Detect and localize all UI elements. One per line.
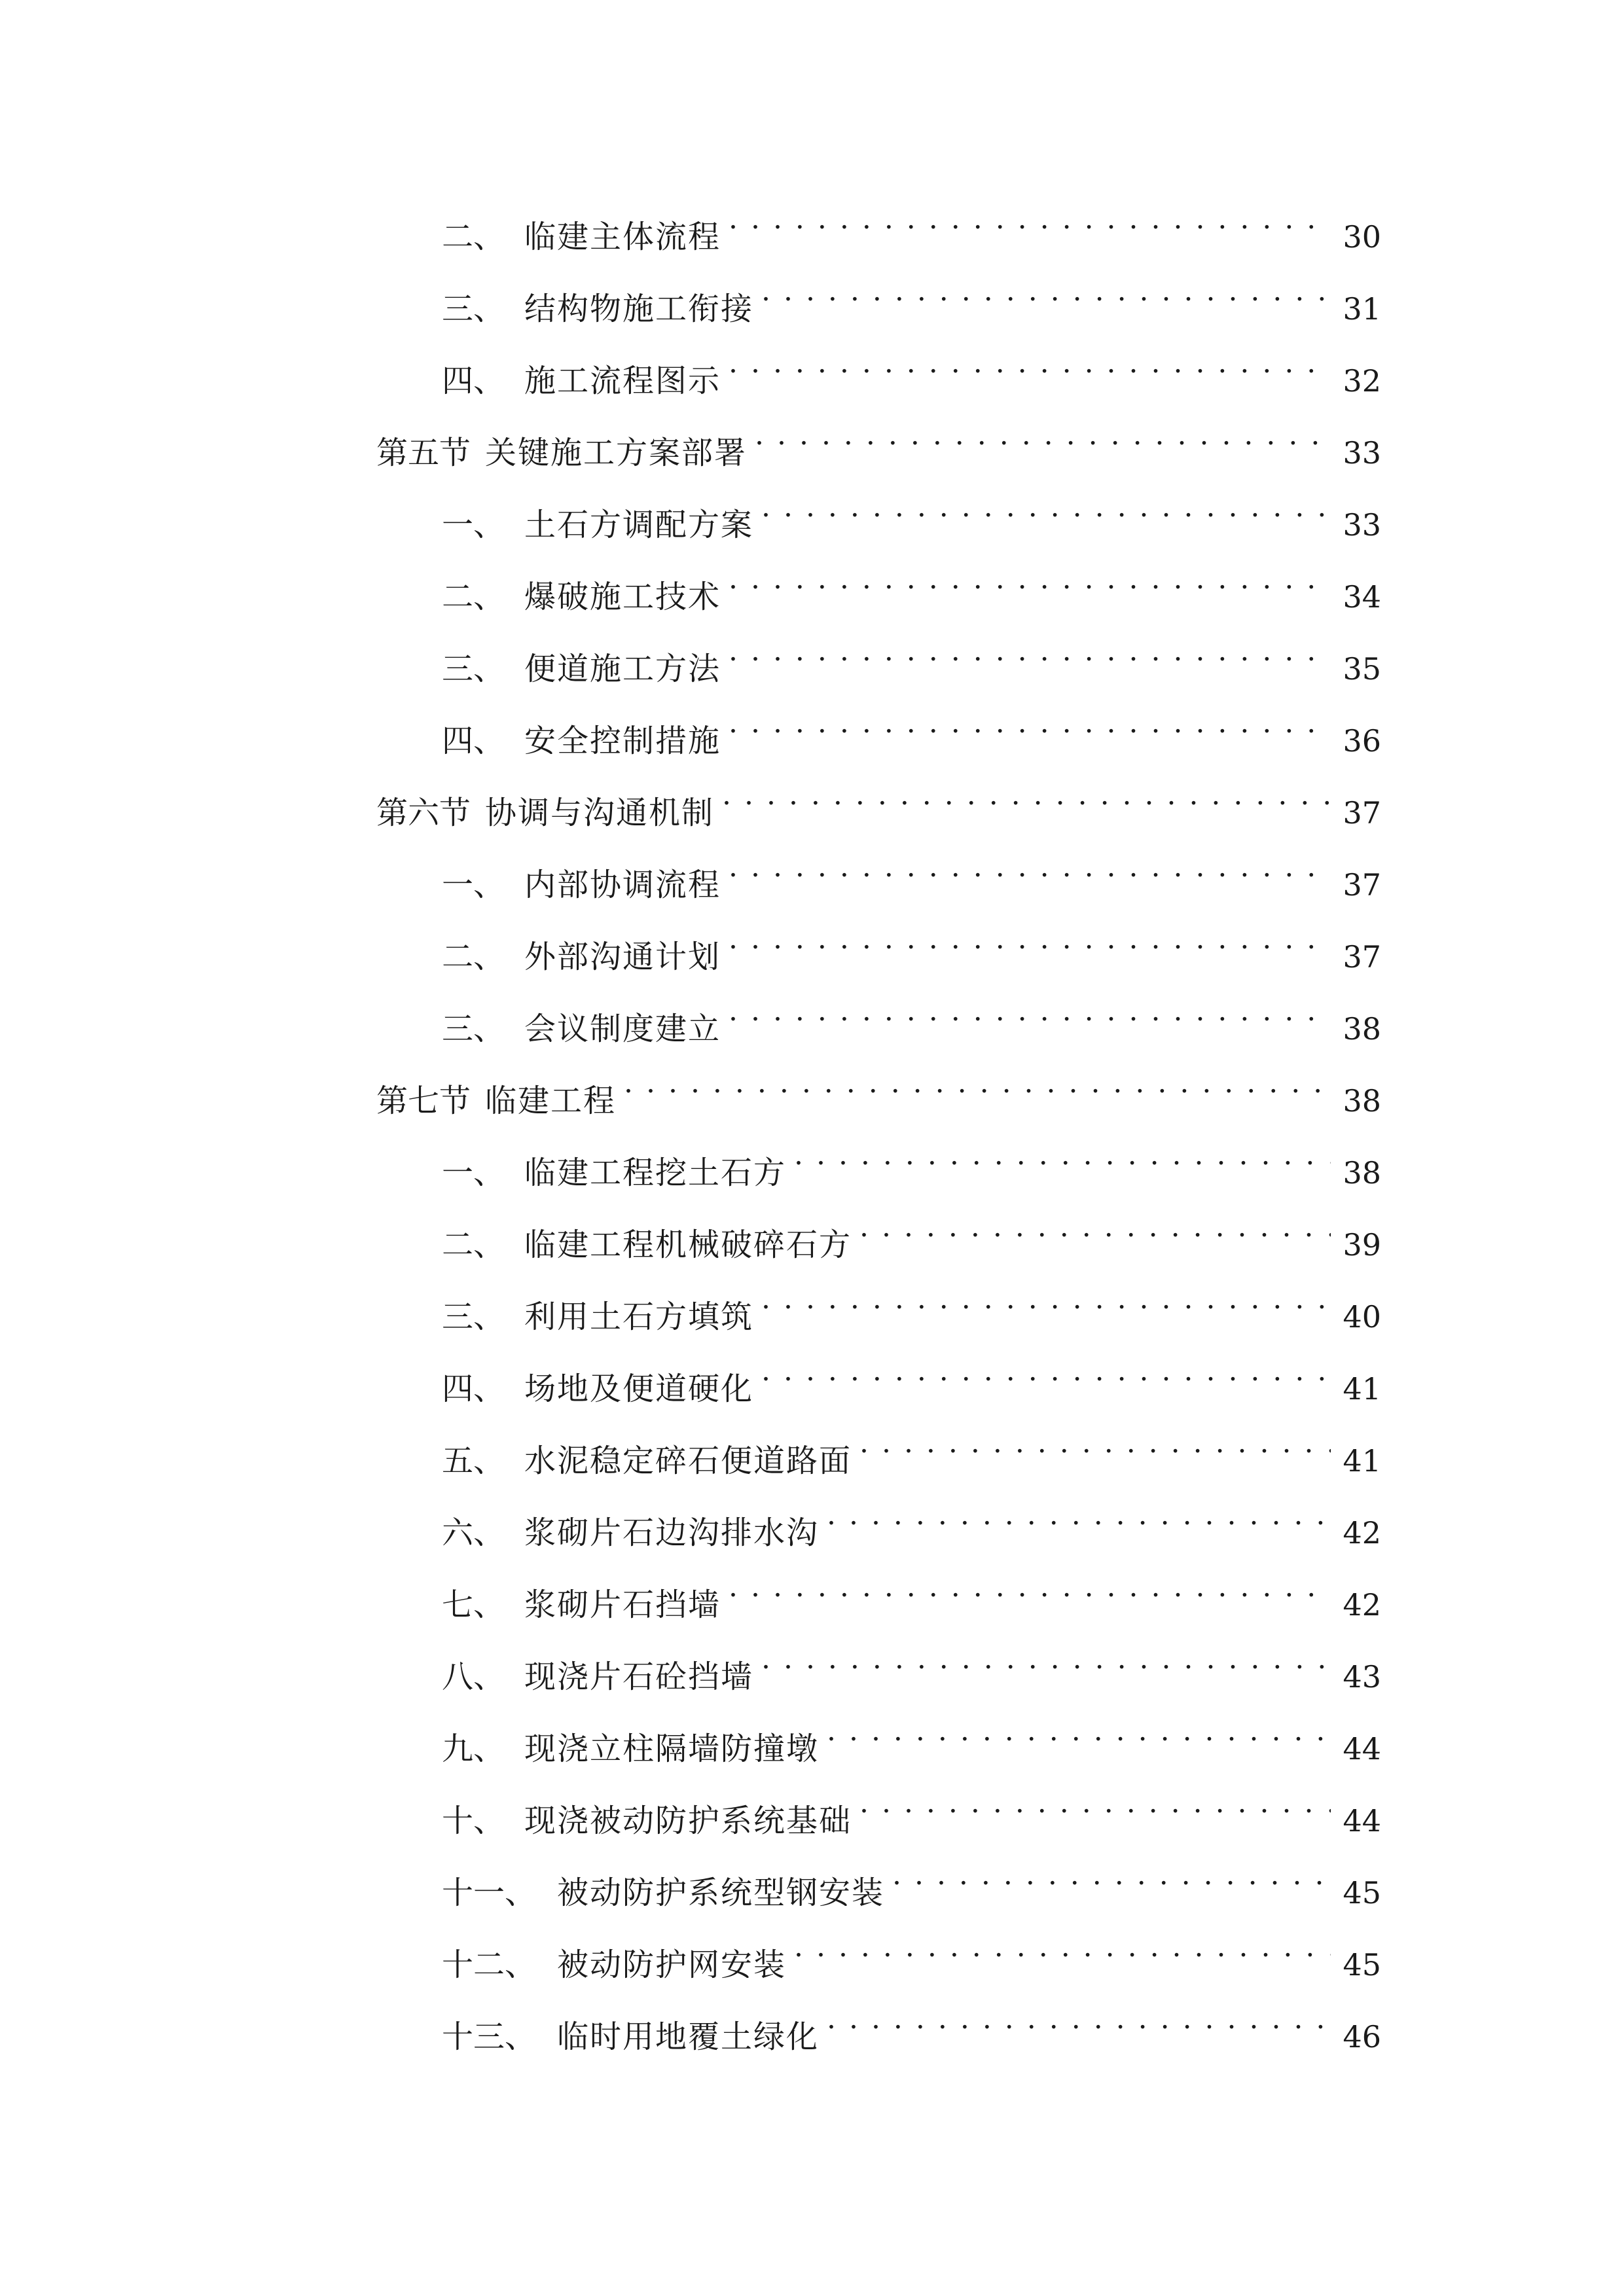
toc-entry-title: 土石方调配方案 <box>524 507 754 543</box>
toc-entry[interactable] <box>376 1487 1381 1559</box>
toc-entry-page: 42 <box>1343 1587 1381 1623</box>
toc-entry[interactable] <box>376 1703 1381 1775</box>
dot-leader <box>761 1631 1331 1687</box>
dot-leader <box>794 1919 1331 1975</box>
toc-entry-number: 一、 <box>442 867 505 903</box>
toc-entry[interactable] <box>376 623 1381 695</box>
toc-entry-title: 施工流程图示 <box>524 363 721 399</box>
toc-entry-page: 35 <box>1343 651 1381 687</box>
toc-entry-title: 便道施工方法 <box>524 651 721 687</box>
toc-entry-title: 临建工程 <box>485 1083 617 1119</box>
toc-entry-page: 46 <box>1343 2019 1381 2054</box>
toc-entry-page: 45 <box>1343 1875 1381 1910</box>
dot-leader <box>761 1343 1331 1399</box>
toc-entry-page: 44 <box>1343 1731 1381 1767</box>
dot-leader <box>827 1487 1331 1543</box>
dot-leader <box>892 1847 1331 1903</box>
toc-entry-number: 五、 <box>442 1443 505 1479</box>
toc-entry-title: 临建主体流程 <box>524 219 721 255</box>
toc-entry-page: 40 <box>1343 1299 1381 1335</box>
toc-entry-title: 水泥稳定碎石便道路面 <box>524 1443 852 1479</box>
toc-section-entry[interactable] <box>376 1055 1381 1127</box>
toc-entry-page: 43 <box>1343 1659 1381 1695</box>
toc-entry-page: 32 <box>1343 363 1381 399</box>
toc-entry-title: 利用土石方填筑 <box>524 1299 754 1335</box>
toc-entry-number: 四、 <box>442 363 505 399</box>
toc-entry-page: 34 <box>1343 579 1381 615</box>
toc-entry[interactable] <box>376 1127 1381 1199</box>
dot-leader <box>624 1055 1331 1111</box>
toc-entry-title: 关键施工方案部署 <box>485 435 748 471</box>
toc-entry-title: 临时用地覆土绿化 <box>557 2018 820 2055</box>
toc-entry-title: 被动防护系统型钢安装 <box>557 1874 885 1911</box>
toc-entry-title: 爆破施工技术 <box>524 579 721 615</box>
toc-entry-page: 30 <box>1343 219 1381 255</box>
toc-entry[interactable] <box>376 1415 1381 1487</box>
toc-entry-number: 九、 <box>442 1731 505 1767</box>
toc-entry-title: 临建工程机械破碎石方 <box>524 1227 852 1263</box>
toc-entry-number: 十二、 <box>442 1946 537 1983</box>
toc-entry-page: 42 <box>1343 1515 1381 1551</box>
dot-leader <box>729 191 1331 247</box>
toc-entry[interactable] <box>376 1775 1381 1847</box>
table-of-contents <box>376 191 1381 2063</box>
toc-entry[interactable] <box>376 911 1381 983</box>
dot-leader <box>761 263 1331 319</box>
toc-entry-page: 31 <box>1343 291 1381 327</box>
toc-entry-title: 浆砌片石挡墙 <box>524 1587 721 1623</box>
toc-entry[interactable] <box>376 1919 1381 1991</box>
toc-entry-number: 四、 <box>442 1371 505 1407</box>
toc-entry-page: 36 <box>1343 723 1381 759</box>
toc-entry-number: 三、 <box>442 1011 505 1047</box>
toc-entry[interactable] <box>376 1991 1381 2063</box>
toc-entry-page: 37 <box>1343 939 1381 975</box>
toc-entry-number: 三、 <box>442 291 505 327</box>
dot-leader <box>794 1127 1331 1183</box>
toc-entry-number: 第六节 <box>376 795 471 831</box>
dot-leader <box>729 695 1331 751</box>
dot-leader <box>729 1559 1331 1615</box>
toc-entry-number: 二、 <box>442 939 505 975</box>
toc-entry-title: 内部协调流程 <box>524 867 721 903</box>
toc-entry-title: 现浇被动防护系统基础 <box>524 1803 852 1839</box>
toc-entry-page: 45 <box>1343 1947 1381 1982</box>
toc-entry[interactable] <box>376 1847 1381 1919</box>
toc-entry-title: 现浇立柱隔墙防撞墩 <box>524 1731 820 1767</box>
toc-entry-title: 外部沟通计划 <box>524 939 721 975</box>
toc-entry-number: 二、 <box>442 579 505 615</box>
dot-leader <box>859 1415 1331 1471</box>
toc-entry[interactable] <box>376 479 1381 551</box>
toc-entry-title: 结构物施工衔接 <box>524 291 754 327</box>
toc-entry-number: 七、 <box>442 1587 505 1623</box>
dot-leader <box>859 1775 1331 1831</box>
toc-entry-title: 安全控制措施 <box>524 723 721 759</box>
dot-leader <box>729 911 1331 967</box>
toc-entry-page: 44 <box>1343 1803 1381 1839</box>
toc-entry-number: 三、 <box>442 1299 505 1335</box>
toc-entry-page: 33 <box>1343 435 1381 471</box>
toc-entry[interactable] <box>376 1343 1381 1415</box>
dot-leader <box>729 335 1331 391</box>
toc-entry-page: 41 <box>1343 1443 1381 1479</box>
toc-entry-page: 41 <box>1343 1371 1381 1407</box>
toc-entry-title: 协调与沟通机制 <box>485 795 715 831</box>
toc-entry-title: 浆砌片石边沟排水沟 <box>524 1515 820 1551</box>
toc-entry[interactable] <box>376 1631 1381 1703</box>
toc-entry-number: 十一、 <box>442 1874 537 1911</box>
toc-entry-title: 被动防护网安装 <box>557 1946 787 1983</box>
toc-entry-number: 三、 <box>442 651 505 687</box>
toc-entry-title: 临建工程挖土石方 <box>524 1155 787 1191</box>
toc-entry[interactable] <box>376 335 1381 407</box>
toc-entry-number: 十三、 <box>442 2018 537 2055</box>
dot-leader <box>827 1703 1331 1759</box>
toc-entry-page: 37 <box>1343 867 1381 903</box>
toc-entry[interactable] <box>376 695 1381 767</box>
dot-leader <box>729 983 1331 1039</box>
toc-entry-number: 第七节 <box>376 1083 471 1119</box>
toc-entry-number: 八、 <box>442 1659 505 1695</box>
dot-leader <box>755 407 1331 463</box>
toc-entry-page: 39 <box>1343 1227 1381 1263</box>
dot-leader <box>761 479 1331 535</box>
toc-entry-number: 四、 <box>442 723 505 759</box>
dot-leader <box>729 839 1331 895</box>
toc-entry[interactable] <box>376 551 1381 623</box>
toc-entry-page: 38 <box>1343 1083 1381 1119</box>
toc-entry[interactable] <box>376 1559 1381 1631</box>
dot-leader <box>722 767 1331 823</box>
toc-section-entry[interactable] <box>376 407 1381 479</box>
toc-entry[interactable] <box>376 1199 1381 1271</box>
toc-entry-page: 38 <box>1343 1011 1381 1047</box>
toc-entry-number: 二、 <box>442 1227 505 1263</box>
dot-leader <box>827 1991 1331 2047</box>
toc-entry-number: 一、 <box>442 507 505 543</box>
toc-entry[interactable] <box>376 1271 1381 1343</box>
dot-leader <box>859 1199 1331 1255</box>
toc-entry[interactable] <box>376 839 1381 911</box>
toc-entry-title: 场地及便道硬化 <box>524 1371 754 1407</box>
toc-entry-number: 十、 <box>442 1803 505 1839</box>
toc-entry[interactable] <box>376 263 1381 335</box>
toc-entry-number: 第五节 <box>376 435 471 471</box>
toc-entry-number: 二、 <box>442 219 505 255</box>
dot-leader <box>761 1271 1331 1327</box>
dot-leader <box>729 551 1331 607</box>
toc-entry-page: 37 <box>1343 795 1381 831</box>
toc-entry-number: 六、 <box>442 1515 505 1551</box>
toc-entry-page: 38 <box>1343 1155 1381 1191</box>
dot-leader <box>729 623 1331 679</box>
toc-entry-title: 现浇片石砼挡墙 <box>524 1659 754 1695</box>
toc-entry-title: 会议制度建立 <box>524 1011 721 1047</box>
toc-entry[interactable] <box>376 191 1381 263</box>
toc-entry[interactable] <box>376 983 1381 1055</box>
toc-entry-page: 33 <box>1343 507 1381 543</box>
toc-section-entry[interactable] <box>376 767 1381 839</box>
toc-entry-number: 一、 <box>442 1155 505 1191</box>
